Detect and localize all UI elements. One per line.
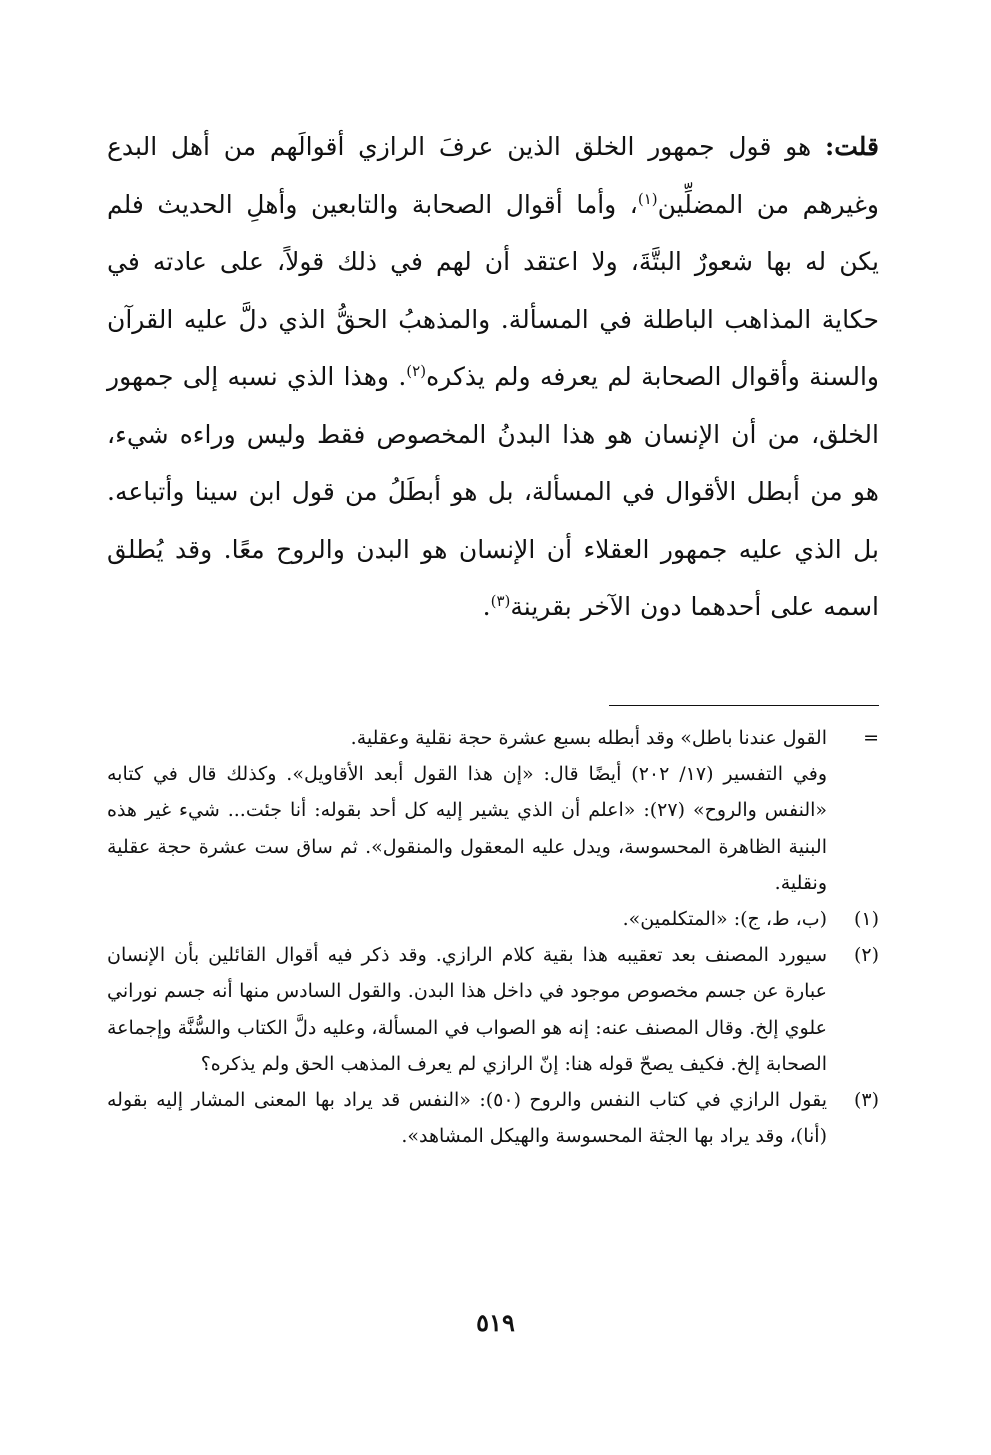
- footnote-line: يقول الرازي في كتاب النفس والروح (٥٠): «النفس قد يراد بها المعنى المشار إليه بقوله (أنا)، وقد يراد بها الجثة المحسوسة والهيكل المشاهد».: [107, 1089, 827, 1148]
- paragraph-end: .: [482, 592, 491, 621]
- footnote-1: [107, 901, 879, 937]
- page-number: ٥١٩: [476, 1308, 515, 1337]
- paragraph-part-3: . وهذا الذي نسبه إلى جمهور الخلق، من أن الإنسان هو هذا البدنُ المخصوص فقط وليس وراءه شيء، هو من أبطل الأقوال في المسألة، بل هو أبطَلُ من قول ابن سينا وأتباعه. بل الذي عليه جمهور العقلاء أن الإنسان هو البدن والروح معًا. وقد يُطلق اسمه على أحدهما دون الآخر بقرينة: [107, 362, 879, 621]
- footnote-3: [107, 1082, 879, 1154]
- footnote-ref-3[interactable]: (٣): [490, 592, 511, 610]
- footnote-line: (ب، ط، ج): «المتكلمين».: [622, 908, 827, 931]
- paragraph-part-1: هو قول جمهور الخلق الذين عرفَ الرازي أقوالَهم من أهل البدع وغيرهم من المضلِّين: [107, 132, 879, 219]
- footnote-marker: (١): [853, 908, 879, 931]
- footnote-marker: (٢): [853, 944, 879, 967]
- footnote-marker: (٣): [853, 1089, 879, 1112]
- paragraph-part-2: ، وأما أقوال الصحابة والتابعين وأهلِ الحديث فلم يكن له بها شعورٌ البتَّةَ، ولا اعتقد أن لهم في ذلك قولاً، على عادته في حكاية المذاهب الباطلة في المسألة. والمذهبُ الحقُّ الذي دلَّ عليه القرآن والسنة وأقوال الصحابة لم يعرفه ولم يذكره: [107, 189, 879, 391]
- lead-word: قلت:: [824, 132, 879, 161]
- footnote-ref-1[interactable]: (١): [637, 189, 658, 208]
- footnote-2: [107, 937, 879, 1082]
- footnote-marker: =: [863, 727, 879, 749]
- footnote-separator: [609, 705, 879, 706]
- footnotes: [107, 720, 879, 1154]
- footnote-continuation: [107, 720, 879, 901]
- main-text-block: [107, 118, 879, 636]
- footnote-line: القول عندنا باطل» وقد أبطله بسبع عشرة حجة نقلية وعقلية.: [350, 727, 827, 749]
- footnote-line: وفي التفسير (١٧/ ٢٠٢) أيضًا قال: «إن هذا القول أبعد الأقاويل». وكذلك قال في كتابه «النفس والروح» (٢٧): «اعلم أن الذي يشير إليه كل أحد بقوله: أنا جئت... شيء غير هذه البنية الظاهرة المحسوسة، ويدل عليه المعقول والمنقول». ثم ساق ست عشرة حجة عقلية ونقلية.: [107, 763, 828, 894]
- footnote-ref-2[interactable]: (٢): [406, 362, 427, 380]
- main-paragraph: [107, 118, 879, 636]
- footnote-line: سيورد المصنف بعد تعقيبه هذا بقية كلام الرازي. وقد ذكر فيه أقوال القائلين بأن الإنسان عبارة عن جسم مخصوص موجود في داخل هذا البدن. والقول السادس منها أنه جسم نوراني علوي إلخ. وقال المصنف عنه: إنه هو الصواب في المسألة، وعليه دلَّ الكتاب والسُّنَّة وإجماعة الصحابة إلخ. فكيف يصحّ قوله هنا: إنّ الرازي لم يعرف المذهب الحق ولم يذكره؟: [107, 944, 827, 1075]
